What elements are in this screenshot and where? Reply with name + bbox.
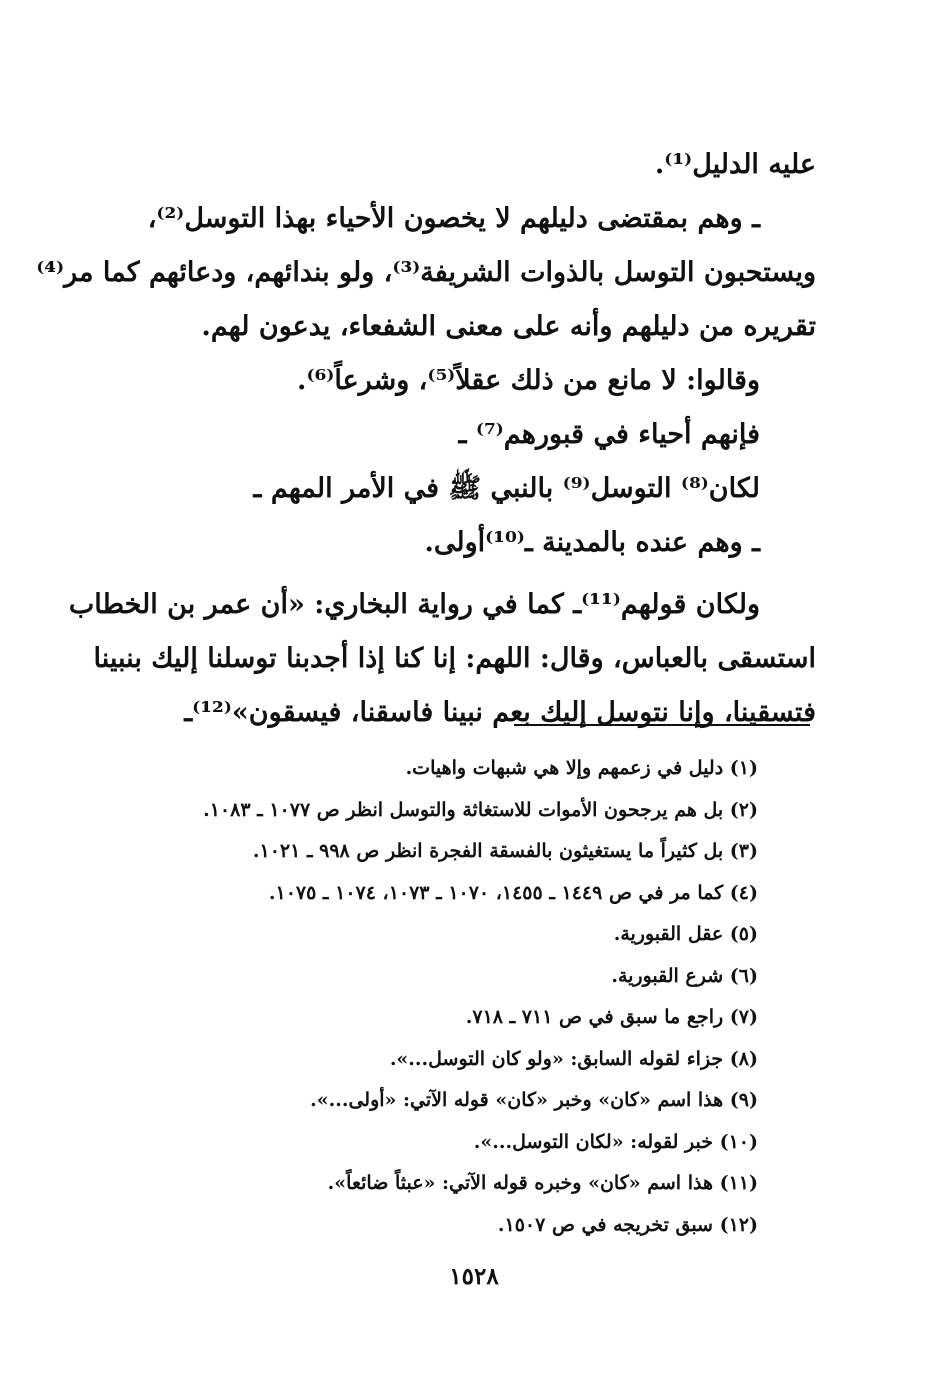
- footnotes-section: [138, 748, 758, 1246]
- body-line-2: ـ وهم بمقتضى دليلهم لا يخصون الأحياء بهذا التوسل⁽²⁾،: [147, 203, 760, 234]
- body-line-9: ولكان قولهم⁽¹¹⁾ـ كما في رواية البخاري: «أن عمر بن الخطاب: [68, 589, 760, 620]
- footnote-10: (١٠) خبر لقوله: «لكان التوسل...».: [473, 1130, 758, 1153]
- body-line-6: فإنهم أحياء في قبورهم⁽⁷⁾ ـ: [458, 419, 760, 450]
- body-line-10: استسقى بالعباس، وقال: اللهم: إنا كنا إذا أجدبنا توسلنا إليك بنبينا: [93, 643, 816, 674]
- footnote-1: (١) دليل في زعمهم وإلا هي شبهات واهيات.: [405, 757, 758, 779]
- footnote-5: (٥) عقل القبورية.: [613, 923, 758, 945]
- footnote-7: (٧) راجع ما سبق في ص ٧١١ ـ ٧١٨.: [465, 1006, 758, 1028]
- body-line-7: لكان⁽⁸⁾ التوسل⁽⁹⁾ بالنبي ﷺ في الأمر المهم ـ: [253, 473, 760, 504]
- footnote-3: (٣) بل كثيراً ما يستغيثون بالفسقة الفجرة انظر ص ٩٩٨ ـ ١٠٢١.: [252, 840, 758, 862]
- body-line-1: عليه الدليل⁽¹⁾.: [654, 149, 816, 180]
- footnote-8: (٨) جزاء لقوله السابق: «ولو كان التوسل...».: [389, 1047, 758, 1070]
- main-body-text: [36, 138, 816, 740]
- page-number: ١٥٢٨: [449, 1263, 499, 1290]
- footnote-9: (٩) هذا اسم «كان» وخبر «كان» قوله الآتي: «أولى...».: [310, 1089, 758, 1111]
- footnote-12: (١٢) سبق تخريجه في ص ١٥٠٧.: [497, 1213, 758, 1236]
- footnote-4: (٤) كما مر في ص ١٤٤٩ ـ ١٤٥٥، ١٠٧٠ ـ ١٠٧٣، ١٠٧٤ ـ ١٠٧٥.: [268, 881, 758, 904]
- body-line-8: ـ وهم عنده بالمدينة ـ⁽¹⁰⁾أولى.: [424, 527, 760, 558]
- body-line-4: تقريره من دليلهم وأنه على معنى الشفعاء، يدعون لهم.: [201, 311, 816, 342]
- footnote-2: (٢) بل هم يرجحون الأموات للاستغاثة والتوسل انظر ص ١٠٧٧ ـ ١٠٨٣.: [203, 798, 758, 821]
- footnote-11: (١١) هذا اسم «كان» وخبره قوله الآتي: «عبثاً ضائعاً».: [327, 1172, 758, 1194]
- body-line-11: فتسقينا، وإنا نتوسل إليك بعم نبينا فاسقنا، فيسقون»⁽¹²⁾ـ: [184, 697, 816, 728]
- footnote-divider: [514, 724, 810, 726]
- body-line-5: وقالوا: لا مانع من ذلك عقلاً⁽⁵⁾، وشرعاً⁽⁶⁾.: [297, 365, 760, 396]
- footnote-6: (٦) شرع القبورية.: [611, 964, 758, 987]
- body-line-3: ويستحبون التوسل بالذوات الشريفة⁽³⁾، ولو بندائهم، ودعائهم كما مر⁽⁴⁾: [36, 257, 816, 288]
